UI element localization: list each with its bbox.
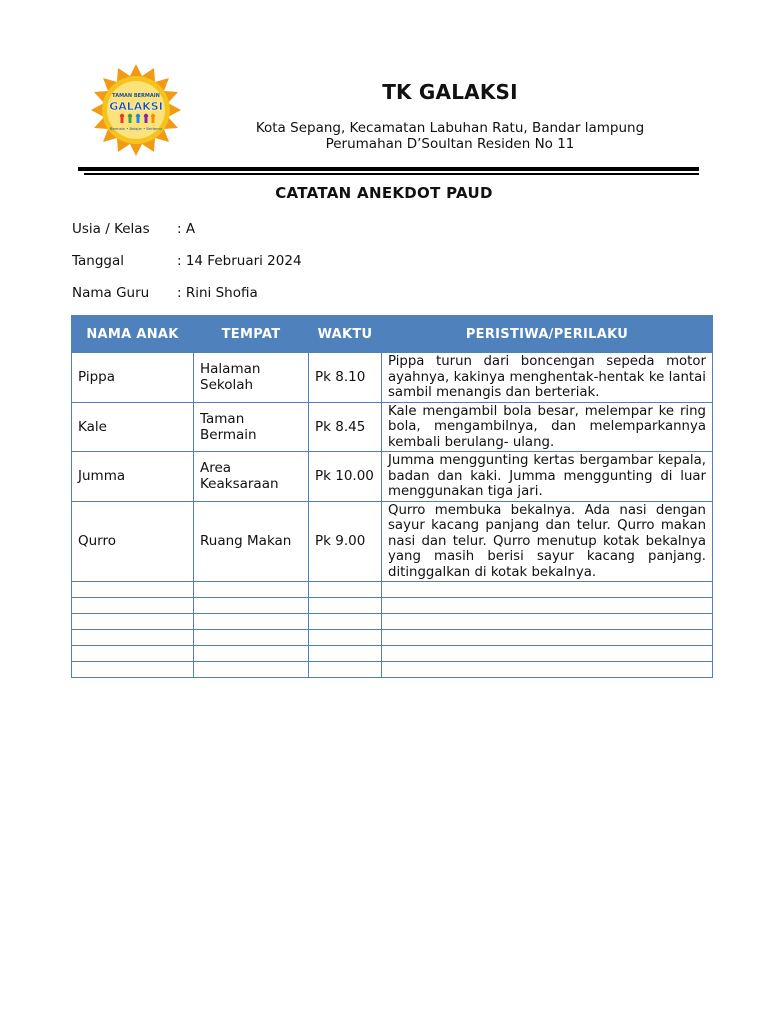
empty-cell — [194, 630, 309, 646]
guru-label: Nama Guru — [72, 285, 150, 301]
empty-cell — [72, 662, 194, 678]
cell-tempat: Area Keaksaraan — [194, 452, 309, 502]
col-header-peristiwa: PERISTIWA/PERILAKU — [382, 316, 713, 353]
cell-nama: Qurro — [72, 501, 194, 582]
address-line-2: Perumahan D’Soultan Residen No 11 — [325, 136, 575, 152]
anecdote-table — [71, 315, 713, 678]
cell-peristiwa: Qurro membuka bekalnya. Ada nasi dengan sayur kacang panjang dan telur. Qurro makan nasi dan telur. Qurro menutup kotak bekalnya yang masih berisi sayur kacang panjang. ditinggalkan di kotak bekalnya. — [382, 501, 713, 582]
cell-waktu: Pk 9.00 — [309, 501, 382, 582]
svg-text:GALAKSI: GALAKSI — [109, 100, 163, 113]
empty-cell — [194, 582, 309, 598]
svg-text:TAMAN BERMAIN: TAMAN BERMAIN — [112, 93, 160, 99]
header-divider-thin — [84, 173, 699, 175]
empty-cell — [382, 582, 713, 598]
col-header-tempat: TEMPAT — [194, 316, 309, 353]
empty-cell — [382, 662, 713, 678]
table-header-row — [72, 316, 713, 353]
cell-waktu: Pk 10.00 — [309, 452, 382, 502]
tanggal-label: Tanggal — [72, 253, 125, 269]
empty-row — [72, 662, 713, 678]
empty-cell — [309, 646, 382, 662]
col-header-nama: NAMA ANAK — [72, 316, 194, 353]
cell-nama: Jumma — [72, 452, 194, 502]
empty-cell — [382, 630, 713, 646]
col-header-waktu: WAKTU — [309, 316, 382, 353]
cell-tempat: Taman Bermain — [194, 402, 309, 452]
empty-cell — [382, 646, 713, 662]
cell-tempat: Halaman Sekolah — [194, 353, 309, 403]
empty-row — [72, 614, 713, 630]
cell-nama: Kale — [72, 402, 194, 452]
empty-cell — [382, 598, 713, 614]
empty-cell — [194, 662, 309, 678]
empty-row — [72, 598, 713, 614]
empty-cell — [72, 614, 194, 630]
empty-row — [72, 582, 713, 598]
cell-waktu: Pk 8.45 — [309, 402, 382, 452]
school-logo — [84, 64, 188, 156]
document-title: CATATAN ANEKDOT PAUD — [275, 184, 493, 202]
empty-cell — [72, 630, 194, 646]
empty-cell — [72, 646, 194, 662]
cell-peristiwa: Jumma menggunting kertas bergambar kepala, badan dan kaki. Jumma menggunting di luar menggunakan tiga jari. — [382, 452, 713, 502]
cell-peristiwa: Pippa turun dari boncengan sepeda motor ayahnya, kakinya menghentak-hentak ke lantai sambil menangis dan berteriak. — [382, 353, 713, 403]
header-divider-thick — [78, 167, 699, 171]
empty-cell — [382, 614, 713, 630]
empty-cell — [194, 646, 309, 662]
empty-cell — [309, 598, 382, 614]
empty-cell — [309, 662, 382, 678]
empty-cell — [309, 582, 382, 598]
empty-cell — [72, 598, 194, 614]
table-row — [72, 353, 713, 403]
usia-label: Usia / Kelas — [72, 221, 150, 237]
empty-cell — [309, 614, 382, 630]
cell-peristiwa: Kale mengambil bola besar, melempar ke ring bola, mengambilnya, dan melemparkannya kembali berulang- ulang. — [382, 402, 713, 452]
table-row — [72, 452, 713, 502]
guru-value: : Rini Shofia — [177, 285, 258, 301]
svg-text:Bermain • Belajar • Bertemu: Bermain • Belajar • Bertemu — [110, 127, 162, 131]
empty-cell — [72, 582, 194, 598]
school-name: TK GALAKSI — [382, 80, 518, 104]
empty-cell — [194, 598, 309, 614]
cell-waktu: Pk 8.10 — [309, 353, 382, 403]
tanggal-value: : 14 Februari 2024 — [177, 253, 302, 269]
table-row — [72, 501, 713, 582]
empty-row — [72, 630, 713, 646]
usia-value: : A — [177, 221, 196, 237]
empty-cell — [309, 630, 382, 646]
cell-tempat: Ruang Makan — [194, 501, 309, 582]
empty-cell — [194, 614, 309, 630]
empty-row — [72, 646, 713, 662]
table-row — [72, 402, 713, 452]
address-line-1: Kota Sepang, Kecamatan Labuhan Ratu, Bandar lampung — [255, 120, 645, 136]
cell-nama: Pippa — [72, 353, 194, 403]
